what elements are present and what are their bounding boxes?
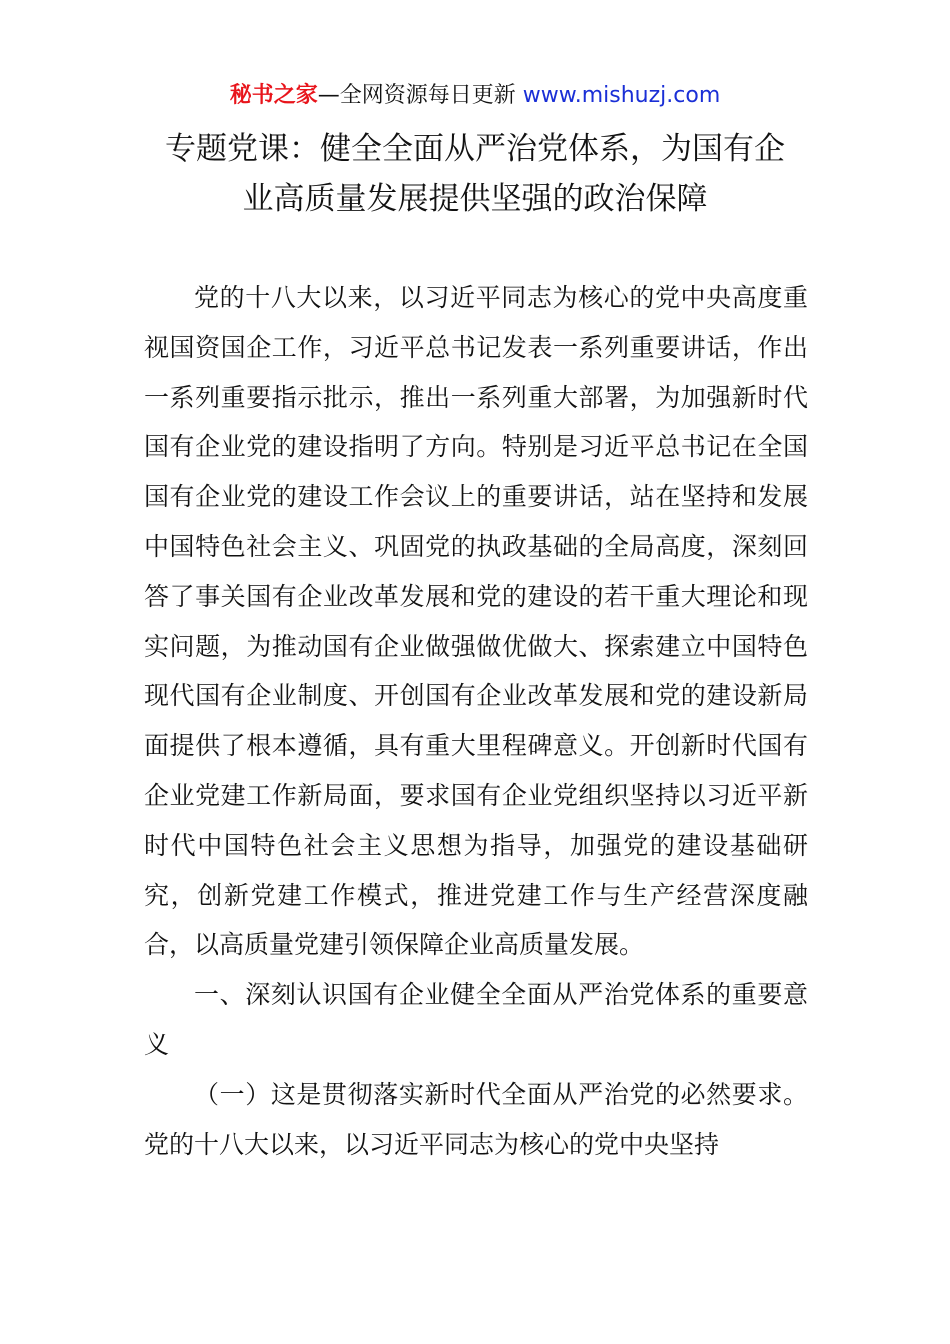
site-name: 秘书之家 xyxy=(229,83,318,108)
site-tagline: —全网资源每日更新 xyxy=(317,83,523,108)
site-header xyxy=(0,80,950,112)
document-body xyxy=(144,273,808,1169)
site-url-link[interactable]: www.mishuzj.com xyxy=(522,83,721,108)
document-title xyxy=(0,124,950,224)
title-line-1: 专题党课：健全全面从严治党体系，为国有企 xyxy=(165,131,785,167)
title-line-2: 业高质量发展提供坚强的政治保障 xyxy=(242,181,708,217)
intro-paragraph: 党的十八大以来，以习近平同志为核心的党中央高度重视国资国企工作，习近平总书记发表一系列重要讲话，作出一系列重要指示批示，推出一系列重大部署，为加强新时代国有企业党的建设指明了方向。特别是习近平总书记在全国国有企业党的建设工作会议上的重要讲话，站在坚持和发展中国特色社会主义、巩固党的执政基础的全局高度，深刻回答了事关国有企业改革发展和党的建设的若干重大理论和现实问题，为推动国有企业做强做优做大、探索建立中国特色现代国有企业制度、开创国有企业改革发展和党的建设新局面提供了根本遵循，具有重大里程碑意义。开创新时代国有企业党建工作新局面，要求国有企业党组织坚持以习近平新时代中国特色社会主义思想为指导，加强党的建设基础研究，创新党建工作模式，推进党建工作与生产经营深度融合，以高质量党建引领保障企业高质量发展。 xyxy=(144,283,808,960)
section-heading-1: 一、深刻认识国有企业健全全面从严治党体系的重要意义 xyxy=(144,980,808,1059)
subsection-paragraph-1: （一）这是贯彻落实新时代全面从严治党的必然要求。党的十八大以来，以习近平同志为核心的党中央坚持 xyxy=(144,1079,808,1159)
